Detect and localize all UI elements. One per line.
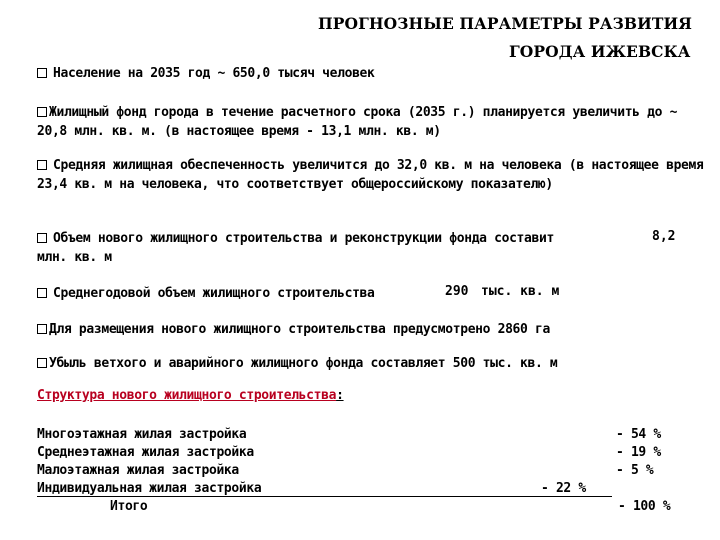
table-divider	[37, 496, 612, 497]
paragraph-annual-construction: Среднегодовой объем жилищного строительства	[37, 284, 705, 303]
paragraph-housing-provision: Средняя жилищная обеспеченность увеличится до 32,0 кв. м на человека (в настоящее время 23,4 кв. м на человека, что соответствует общероссийскому показателю)	[37, 158, 704, 192]
structure-total-label: Итого	[110, 499, 148, 514]
paragraph-population: Население на 2035 год ~ 650,0 тысяч человек	[37, 64, 705, 83]
page-title-line2: ГОРОДА ИЖЕВСКА	[509, 42, 691, 61]
annual-construction-value: 290	[445, 284, 469, 299]
annual-construction-unit: тыс. кв. м	[481, 284, 560, 299]
checkbox-bullet-icon	[37, 324, 47, 334]
structure-row-label: Малоэтажная жилая застройка	[37, 463, 239, 478]
checkbox-bullet-icon	[37, 160, 47, 170]
paragraph-land-allocation: Для размещения нового жилищного строительства предусмотрено 2860 га	[37, 320, 705, 339]
structure-heading-link: Структура нового жилищного строительства	[37, 388, 337, 403]
paragraph-construction-volume: Объем нового жилищного строительства и реконструкции фонда составит млн. кв. м	[37, 231, 554, 265]
structure-row-value: - 5 %	[616, 463, 654, 478]
structure-row-label: Среднеэтажная жилая застройка	[37, 445, 254, 460]
construction-volume-value: 8,2	[652, 229, 676, 244]
structure-row-value: - 19 %	[616, 445, 661, 460]
structure-row-label: Многоэтажная жилая застройка	[37, 427, 247, 442]
structure-heading: Структура нового жилищного строительства:	[37, 388, 344, 403]
page-title-line1: ПРОГНОЗНЫЕ ПАРАМЕТРЫ РАЗВИТИЯ	[318, 14, 692, 33]
structure-row-label: Индивидуальная жилая застройка	[37, 481, 262, 496]
paragraph-housing-stock: Жилищный фонд города в течение расчетного срока (2035 г.) планируется увеличить до ~ 20,8 млн. кв. м. (в настоящее время - 13,1 млн. кв. м)	[37, 105, 678, 139]
checkbox-bullet-icon	[37, 107, 47, 117]
checkbox-bullet-icon	[37, 288, 47, 298]
construction-volume-unit: млн. кв. м	[37, 250, 112, 265]
checkbox-bullet-icon	[37, 233, 47, 243]
checkbox-bullet-icon	[37, 68, 47, 78]
checkbox-bullet-icon	[37, 358, 47, 368]
structure-total-value: - 100 %	[618, 499, 671, 514]
paragraph-dilapidated-housing: Убыль ветхого и аварийного жилищного фонда составляет 500 тыс. кв. м	[37, 354, 705, 373]
structure-row-value: - 54 %	[616, 427, 661, 442]
structure-row-value: - 22 %	[541, 481, 586, 496]
